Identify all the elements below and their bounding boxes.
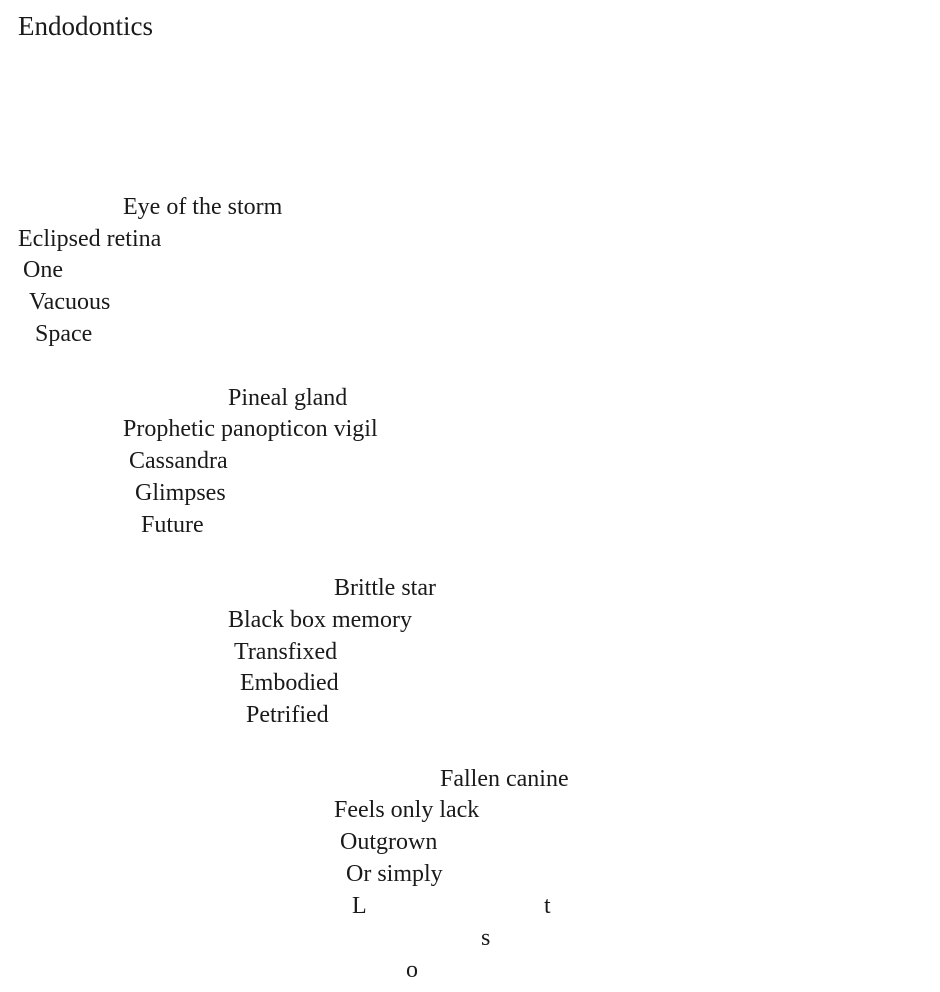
scattered-letter-o: o — [406, 957, 418, 983]
stanza-2-line-4: Glimpses — [135, 480, 226, 506]
stanza-1-line-1: Eye of the storm — [123, 194, 283, 220]
stanza-3-line-5: Petrified — [246, 702, 329, 728]
stanza-3-line-2: Black box memory — [228, 607, 412, 633]
stanza-1-line-4: Vacuous — [29, 289, 111, 315]
scattered-letter-s: s — [481, 925, 491, 951]
stanza-2-line-3: Cassandra — [129, 448, 228, 474]
scattered-letter-t: t — [544, 893, 551, 919]
stanza-1-line-5: Space — [35, 321, 93, 347]
scattered-letter-l: L — [352, 893, 367, 919]
stanza-1-line-2: Eclipsed retina — [18, 226, 162, 252]
poem-title: Endodontics — [18, 11, 153, 41]
stanza-2-line-2: Prophetic panopticon vigil — [123, 416, 378, 442]
stanza-4-line-4: Or simply — [346, 861, 443, 887]
stanza-4-line-1: Fallen canine — [440, 766, 569, 792]
stanza-3-line-1: Brittle star — [334, 575, 436, 601]
stanza-3-line-3: Transfixed — [234, 639, 338, 665]
stanza-3-line-4: Embodied — [240, 670, 339, 696]
stanza-4-line-2: Feels only lack — [334, 797, 480, 823]
stanza-1-line-3: One — [23, 257, 63, 283]
stanza-2-line-5: Future — [141, 512, 204, 538]
stanza-4-line-3: Outgrown — [340, 829, 438, 855]
stanza-2-line-1: Pineal gland — [228, 385, 348, 411]
